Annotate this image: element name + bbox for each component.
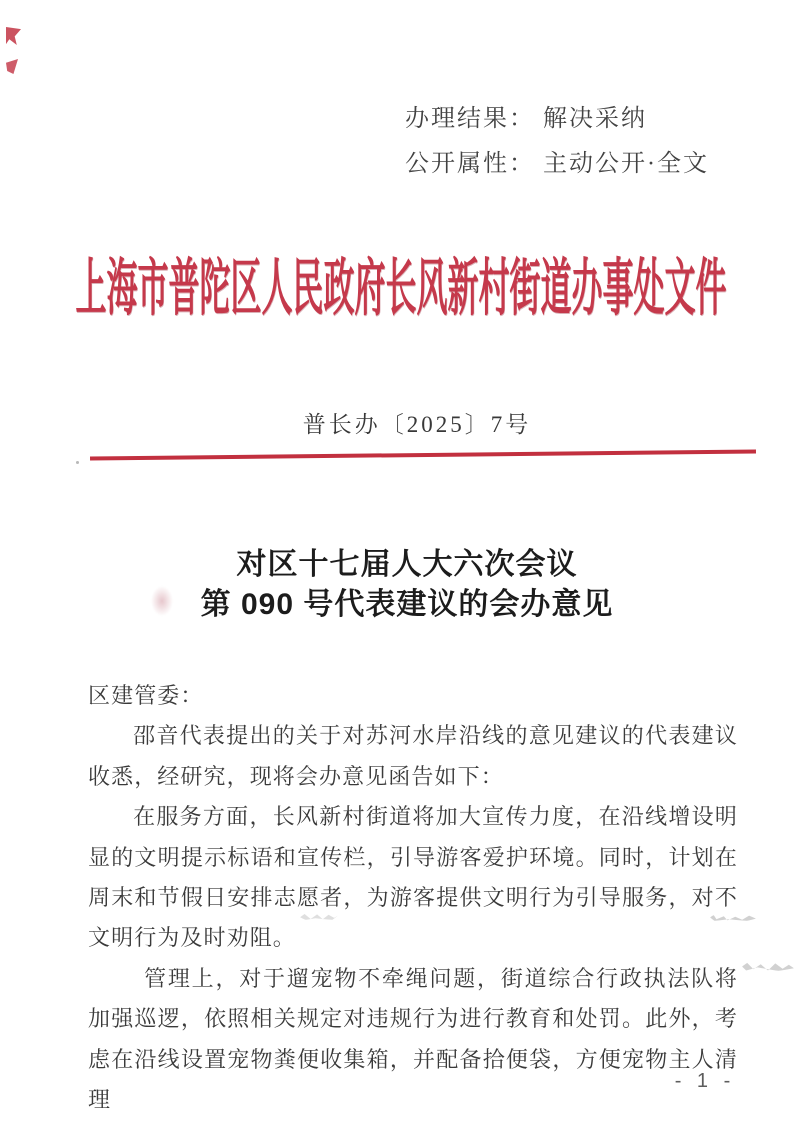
red-corner-mark-icon [6, 59, 18, 74]
scan-noise [742, 962, 794, 971]
document-title [6, 545, 802, 625]
scan-speck [76, 461, 79, 464]
document-body [88, 676, 738, 1120]
document-title-line2: 第 090 号代表建议的会办意见 [200, 588, 614, 621]
handling-result-value: 解决采纳 [543, 106, 647, 132]
handling-result-label: 办理结果： [405, 106, 535, 132]
paragraph: 邵音代表提出的关于对苏河水岸沿线的意见建议的代表建议收悉，经研究，现将会办意见函告如下： [88, 723, 738, 789]
page-number: - 1 - [674, 1070, 736, 1092]
document-title-line1: 对区十七届人大六次会议 [236, 548, 578, 581]
document-number: 普长办〔2025〕7号 [302, 412, 532, 437]
red-divider-rule [90, 450, 756, 461]
handling-meta-block [405, 97, 709, 187]
publicity-value: 主动公开·全文 [543, 151, 709, 177]
issuer-title: 上海市普陀区人民政府长风新村街道办事处文件 [75, 255, 727, 323]
paragraph: 在服务方面，长风新村街道将加大宣传力度，在沿线增设明显的文明提示标语和宣传栏，引导游客爱护环境。同时，计划在周末和节假日安排志愿者，为游客提供文明行为引导服务，对不文明行为及时劝阻。 [88, 804, 738, 951]
salutation: 区建管委： [88, 683, 204, 708]
publicity-label: 公开属性： [405, 151, 535, 177]
issuer-banner [0, 254, 802, 324]
red-corner-mark-icon [6, 27, 21, 45]
publicity-row [405, 142, 709, 187]
paragraph: 管理上，对于遛宠物不牵绳问题，街道综合行政执法队将加强巡逻，依照相关规定对违规行为进行教育和处罚。此外，考虑在沿线设置宠物粪便收集箱，并配备拾便袋，方便宠物主人清理 [88, 965, 738, 1113]
handling-result-row [405, 97, 709, 142]
